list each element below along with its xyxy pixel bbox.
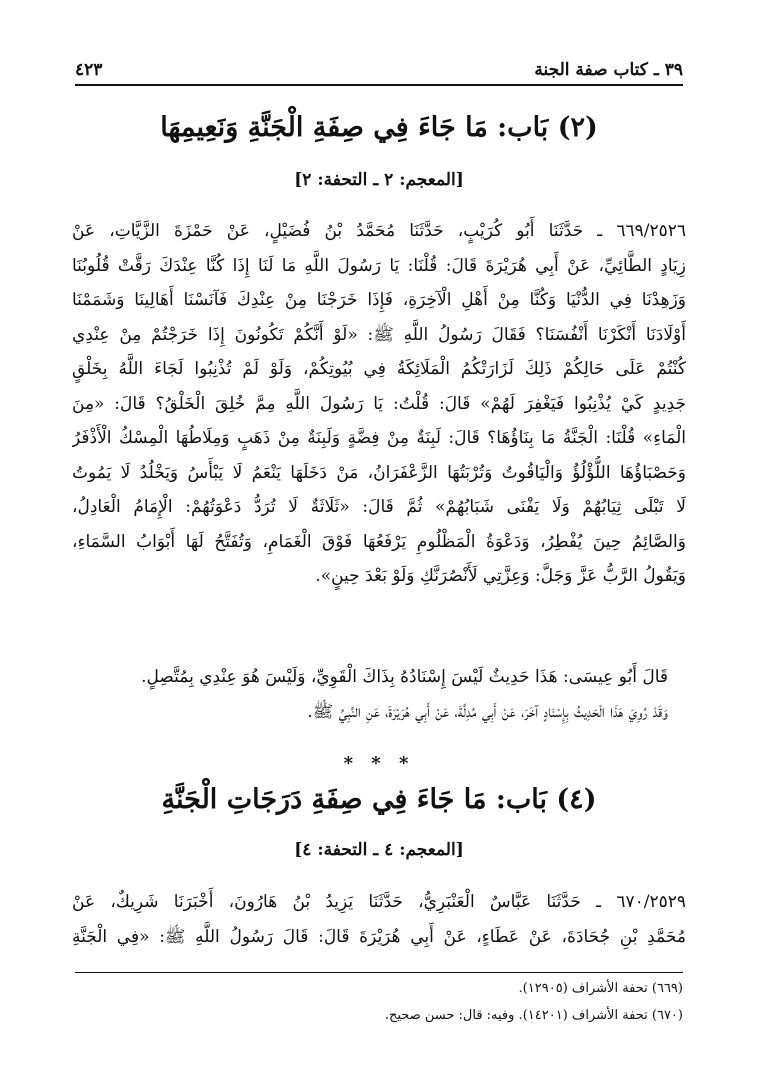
comment-line: قَالَ أَبُو عِيسَى: هَذَا حَدِيثٌ لَيْسَ إِسْنَادُهُ بِذَاكَ الْقَوِيِّ، وَلَيْسَ هُوَ عِنْدِي بِمُتَّصِلٍ.: [141, 667, 668, 687]
hadith-line: كُنْتُمْ عَلَى حَالِكُمْ ذَلِكَ لَزَارَتْكُمُ الْمَلَائِكَةُ فِي بُيُوتِكُمْ، وَلَوْ لَمْ تُذْنِبُوا لَجَاءَ اللَّهُ بِخَلْقٍ: [72, 359, 686, 379]
footnote: (٦٦٩) تحفة الأشراف (١٢٩٠٥).: [518, 981, 683, 996]
footnote: (٦٧٠) تحفة الأشراف (١٤٢٠١). وفيه: قال: حسن صحيح.: [384, 1008, 683, 1023]
hadith-670: [72, 885, 686, 954]
hadith-line: وَزَهِدْنَا فِي الدُّنْيَا وَكُنَّا مِنْ أَهْلِ الْآخِرَةِ، فَإِذَا خَرَجْنَا مِنْ عِنْدِكَ فَآنَسْنَا أَهَالِينَا وَشَمَمْنَا: [72, 290, 686, 310]
chapter-name: ٣٩ ـ كتاب صفة الجنة: [534, 60, 683, 80]
hadith-669: [72, 214, 686, 594]
hadith-line: الْمَاءِ» قُلْنَا: الْجَنَّةُ مَا بِنَاؤُهَا؟ قَالَ: لَبِنَةٌ مِنْ فِضَّةٍ وَلَبِنَةٌ مِنْ ذَهَبٍ وَمِلَاطُهَا الْمِسْكُ الْأَذْفَرُ: [72, 428, 686, 448]
hadith-line: وَحَصْبَاؤُهَا اللُّؤْلُؤُ وَالْيَاقُوتُ وَتُرْبَتُهَا الزَّعْفَرَانُ، مَنْ دَخَلَهَا يَنْعَمُ لَا يَبْأَسُ وَيَخْلُدُ لَا يَمُوتُ: [72, 462, 686, 483]
section-title-2: (٤) بَاب: مَا جَاءَ فِي صِفَةِ دَرَجَاتِ الْجَنَّةِ: [161, 784, 597, 815]
hadith-line: زِيَادٍ الطَّائِيِّ، عَنْ أَبِي هُرَيْرَةَ قَالَ: قُلْنَا: يَا رَسُولَ اللَّهِ مَا لَنَا إِذَا كُنَّا عِنْدَكَ رَقَّتْ قُلُوبُنَا: [72, 255, 686, 276]
running-header: [75, 50, 683, 80]
hadith-line: وَالصَّائِمُ حِينَ يُفْطِرُ، وَدَعْوَةُ الْمَظْلُومِ يَرْفَعُهَا فَوْقَ الْغَمَامِ، وَتُفَتَّحُ لَهَا أَبْوَابُ السَّمَاءِ،: [72, 531, 686, 552]
comment-line: وَقَدْ رُوِيَ هَذَا الْحَدِيثُ بِإِسْنَادٍ آخَرَ، عَنْ أَبِي مُدِلَّةَ، عَنْ أَبِي هُرَيْرَةَ، عَنِ النَّبِيِّ ﷺ.: [307, 701, 668, 722]
hadith-line: وَيَقُولُ الرَّبُّ عَزَّ وَجَلَّ: وَعِزَّتِي لَأَنْصُرَنَّكِ وَلَوْ بَعْدَ حِينٍ».: [315, 566, 686, 586]
section-ref-2: [المعجم: ٤ ـ التحفة: ٤]: [294, 840, 464, 860]
hadith-line: جَدِيدٍ كَيْ يُذْنِبُوا فَيَغْفِرَ لَهُمْ» قَالَ: قُلْتُ: يَا رَسُولَ اللَّهِ مِمَّ خُلِقَ الْخَلْقُ؟ قَالَ: «مِنَ: [72, 393, 686, 414]
hadith-line: لَا تَبْلَى ثِيَابُهُمْ وَلَا يَفْنَى شَبَابُهُمْ» ثُمَّ قَالَ: «ثَلَاثَةٌ لَا تُرَدُّ دَعْوَتُهُمْ: الْإِمَامُ الْعَادِلُ،: [72, 497, 686, 517]
hadith-line: مُحَمَّدِ بْنِ جُحَادَةَ، عَنْ عَطَاءٍ، عَنْ أَبِي هُرَيْرَةَ قَالَ: قَالَ رَسُولُ اللَّهِ ﷺ: «فِي الْجَنَّةِ: [72, 926, 686, 947]
header-rule: [75, 84, 683, 86]
hadith-line: ٦٧٠/٢٥٢٩ ـ حَدَّثَنَا عَبَّاسٌ الْعَنْبَرِيُّ، حَدَّثَنَا يَزِيدُ بْنُ هَارُونَ، أَخْبَرَنَا شَرِيكٌ، عَنْ: [72, 892, 686, 912]
hadith-line: ٦٦٩/٢٥٢٦ ـ حَدَّثَنَا أَبُو كُرَيْبٍ، حَدَّثَنَا مُحَمَّدُ بْنُ فُضَيْلٍ، عَنْ حَمْزَةَ الزَّيَّاتِ، عَنْ: [72, 221, 686, 241]
page-number: ٤٢٣: [75, 60, 103, 80]
section-separator: * * *: [343, 753, 415, 774]
section-title-1: (٢) بَاب: مَا جَاءَ فِي صِفَةِ الْجَنَّةِ وَنَعِيمِهَا: [160, 112, 598, 143]
hadith-line: أَوْلَادَنَا أَنْكَرْنَا أَنْفُسَنَا؟ فَقَالَ رَسُولُ اللَّهِ ﷺ: «لَوْ أَنَّكُمْ تَكُونُونَ إِذَا خَرَجْتُمْ مِنْ عِنْدِي: [72, 324, 686, 345]
commentary: [72, 660, 686, 729]
footnote-rule: [75, 972, 683, 973]
section-ref-1: [المعجم: ٢ ـ التحفة: ٢]: [294, 170, 464, 190]
footnotes: [75, 975, 683, 1029]
